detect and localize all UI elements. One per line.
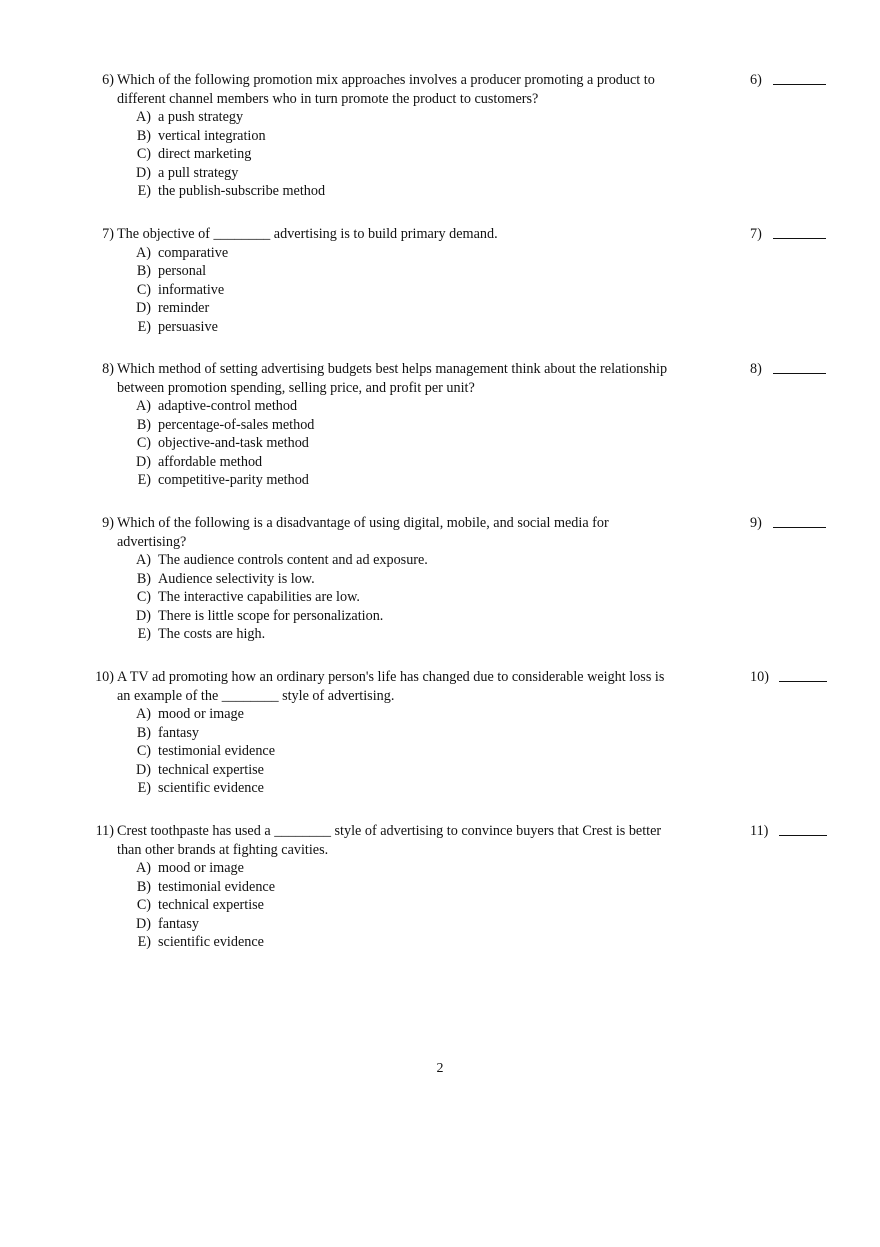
question-number: 10) (95, 669, 114, 685)
answer-blank[interactable] (779, 835, 827, 836)
answer-blank[interactable] (773, 527, 826, 528)
question-9: 9) Which of the following is a disadvantage of using digital, mobile, and social media for advertising? 9) A) The audience controls content and ad exposure. B) Audience selectivity is low. C) The interactive capabilities are low. D) There is little scope for personalization. E) The costs are high. (88, 514, 878, 644)
answer-label: 10) (750, 669, 769, 685)
question-text: Crest toothpaste has used a ________ style of advertising to convince buyers that Crest is better than other brands at fighting cavities. (117, 823, 662, 858)
answer-label: 8) (750, 361, 762, 377)
answer-blank[interactable] (773, 373, 826, 374)
answer-slot[interactable] (750, 360, 840, 378)
answer-blank[interactable] (779, 681, 827, 682)
answer-slot[interactable] (750, 225, 840, 243)
question-10: 10) A TV ad promoting how an ordinary person's life has changed due to considerable weight loss is an example of the ________ style of advertising. 10) A) mood or image B) fantasy C) testimonial evidence D) technical expertise E) scientific evidence (88, 668, 878, 798)
question-text: Which method of setting advertising budgets best helps management think about the relationship between promotion spending, selling price, and profit per unit? (117, 361, 668, 396)
question-text: Which of the following promotion mix approaches involves a producer promoting a product to different channel members who in turn promote the product to customers? (117, 72, 655, 107)
question-number: 7) (102, 226, 114, 242)
question-7: 7) The objective of ________ advertising is to build primary demand. 7) A) comparative B) personal C) informative D) reminder E) persuasive (88, 225, 878, 337)
question-6: 6) Which of the following promotion mix approaches involves a producer promoting a product to different channel members who in turn promote the product to customers? 6) A) a push strategy B) vertical integration C) direct marketing D) a pull strategy E) the publish-subscribe method (88, 71, 878, 201)
question-number: 9) (102, 515, 114, 531)
answer-label: 6) (750, 72, 762, 88)
page-number: 2 (436, 1061, 444, 1076)
answer-label: 11) (750, 823, 769, 839)
answer-label: 9) (750, 515, 762, 531)
question-text: The objective of ________ advertising is to build primary demand. (117, 226, 498, 242)
question-number: 6) (102, 72, 114, 88)
answer-blank[interactable] (773, 238, 826, 239)
question-number: 11) (95, 823, 114, 839)
answer-label: 7) (750, 226, 762, 242)
question-8: 8) Which method of setting advertising budgets best helps management think about the relationship between promotion spending, selling price, and profit per unit? 8) A) adaptive-control method B) percentage-of-sales method C) objective-and-task method D) affordable method E) competitive-parity method (88, 360, 878, 490)
answer-slot[interactable] (750, 514, 840, 532)
answer-slot[interactable] (750, 71, 840, 89)
question-number: 8) (102, 361, 114, 377)
question-text: A TV ad promoting how an ordinary person's life has changed due to considerable weight loss is an example of the ________ style of advertising. (117, 669, 665, 704)
answer-slot[interactable] (750, 822, 840, 840)
question-text: Which of the following is a disadvantage of using digital, mobile, and social media for advertising? (117, 515, 609, 550)
answer-slot[interactable] (750, 668, 840, 686)
question-11: 11) Crest toothpaste has used a ________ style of advertising to convince buyers that Crest is better than other brands at fighting cavities. 11) A) mood or image B) testimonial evidence C) technical expertise D) fantasy E) scientific evidence (88, 822, 878, 952)
answer-blank[interactable] (773, 84, 826, 85)
